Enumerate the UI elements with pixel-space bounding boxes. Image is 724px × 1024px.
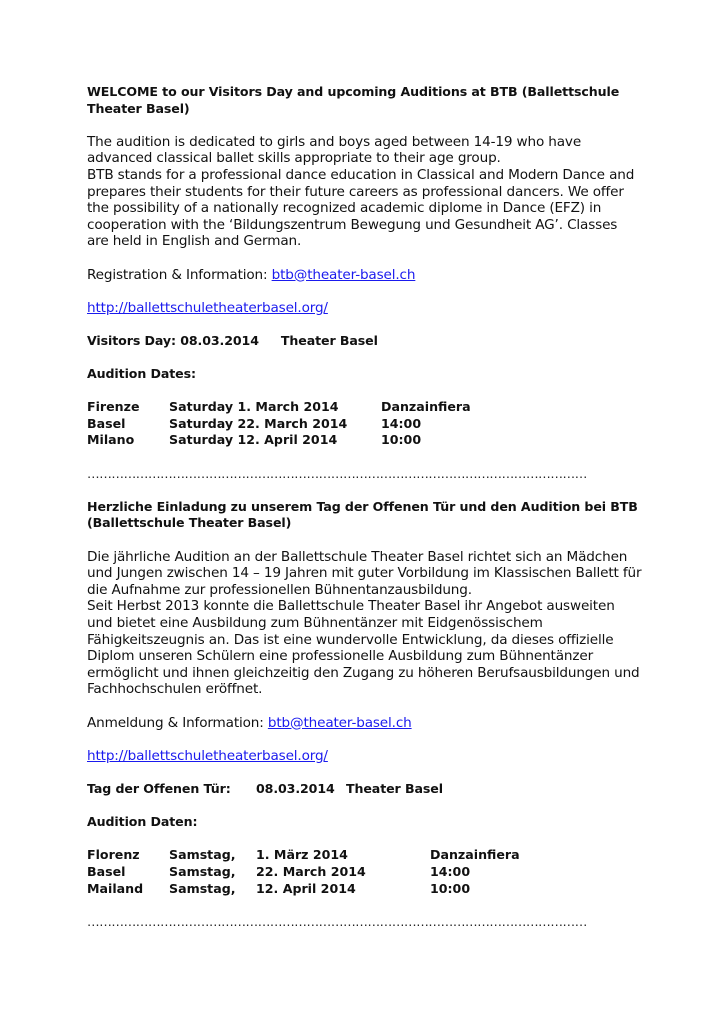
audition-day: Samstag, [169, 847, 236, 863]
document-page [87, 84, 642, 930]
table-row [87, 881, 642, 898]
audition-city: Basel [87, 863, 126, 879]
english-website-line [87, 300, 642, 317]
audition-date: 22. March 2014 [256, 863, 366, 879]
audition-info: 10:00 [381, 432, 422, 448]
german-heading: Herzliche Einladung zu unserem Tag der Offenen Tür und den Audition bei BTB (Ballettschule Theater Basel) [87, 498, 638, 531]
english-intro-paragraph: The audition is dedicated to girls and boys aged between 14-19 who have advanced classical ballet skills appropriate to their age group. [87, 133, 582, 167]
audition-day: Samstag, [169, 863, 236, 879]
audition-info: 14:00 [381, 415, 422, 431]
audition-city: Milano [87, 432, 135, 448]
audition-dates-label: Audition Dates: [87, 366, 196, 382]
german-description-paragraph: Seit Herbst 2013 konnte die Ballettschule Theater Basel ihr Angebot ausweiten und bietet eine Ausbildung zum Bühnentänzer mit Eidgenössischem Fähigkeitszeugnis an. Das ist eine wundervolle Entwicklung, da dieses offizielle Diplom unseren Schülern eine professionelle Ausbildung zum Bühnentänzer ermöglicht und ihnen gleichzeitig den Zugang zu höheren Berufsausbildungen und Fachhochschulen eröffnet. [87, 598, 640, 698]
email-link[interactable]: btb@theater-basel.ch [271, 266, 416, 283]
audition-info: Danzainfiera [430, 847, 520, 863]
audition-info: 10:00 [430, 880, 471, 896]
german-website-line [87, 748, 642, 765]
audition-city: Basel [87, 415, 126, 431]
table-row [87, 432, 642, 449]
audition-date: Saturday 12. April 2014 [169, 432, 338, 448]
german-audition-table [87, 847, 642, 897]
open-day-venue: Theater Basel [346, 780, 443, 796]
registration-label: Anmeldung & Information: [87, 714, 268, 731]
table-row [87, 847, 642, 864]
table-row [87, 864, 642, 881]
english-heading: WELCOME to our Visitors Day and upcoming Auditions at BTB (Ballettschule Theater Basel) [87, 84, 620, 116]
audition-city: Mailand [87, 880, 144, 896]
table-row [87, 416, 642, 433]
audition-date: 12. April 2014 [256, 880, 356, 896]
registration-label: Registration & Information: [87, 266, 272, 283]
visitors-day-label: Visitors Day: 08.03.2014 [87, 332, 259, 348]
section-separator: …………………………………………………………………………………………………………… [87, 913, 587, 929]
audition-city: Firenze [87, 399, 140, 415]
audition-day: Samstag, [169, 880, 236, 896]
audition-info: Danzainfiera [381, 399, 471, 415]
audition-daten-label: Audition Daten: [87, 814, 198, 830]
website-link[interactable]: http://ballettschuletheaterbasel.org/ [87, 747, 328, 764]
visitors-day-venue: Theater Basel [280, 332, 378, 348]
audition-city: Florenz [87, 847, 140, 863]
english-registration-line [87, 267, 642, 284]
section-separator: …………………………………………………………………………………………………………… [87, 465, 587, 481]
german-registration-line [87, 715, 642, 732]
open-day-date: 08.03.2014 [256, 780, 335, 796]
website-link[interactable]: http://ballettschuletheaterbasel.org/ [87, 299, 328, 316]
table-row [87, 399, 642, 416]
audition-date: Saturday 1. March 2014 [169, 399, 339, 415]
audition-info: 14:00 [430, 863, 471, 879]
german-intro-paragraph: Die jährliche Audition an der Ballettschule Theater Basel richtet sich an Mädchen und Jungen zwischen 14 – 19 Jahren mit guter Vorbildung im Klassischen Ballett für die Aufnahme zur professionellen Bühnentanzausbildung. [87, 548, 642, 598]
audition-date: 1. März 2014 [256, 847, 348, 863]
open-day-line [87, 781, 642, 798]
english-description-paragraph: BTB stands for a professional dance education in Classical and Modern Dance and prepares their students for their future careers as professional dancers. We offer the possibility of a nationally recognized academic diplome in Dance (EFZ) in cooperation with the ‘Bildungszentrum Bewegung und Gesundheit AG’. Classes are held in English and German. [87, 166, 635, 250]
audition-date: Saturday 22. March 2014 [169, 415, 348, 431]
visitors-day-line [87, 333, 642, 350]
open-day-label: Tag der Offenen Tür: [87, 780, 231, 796]
email-link[interactable]: btb@theater-basel.ch [267, 714, 412, 731]
english-audition-table [87, 399, 642, 449]
